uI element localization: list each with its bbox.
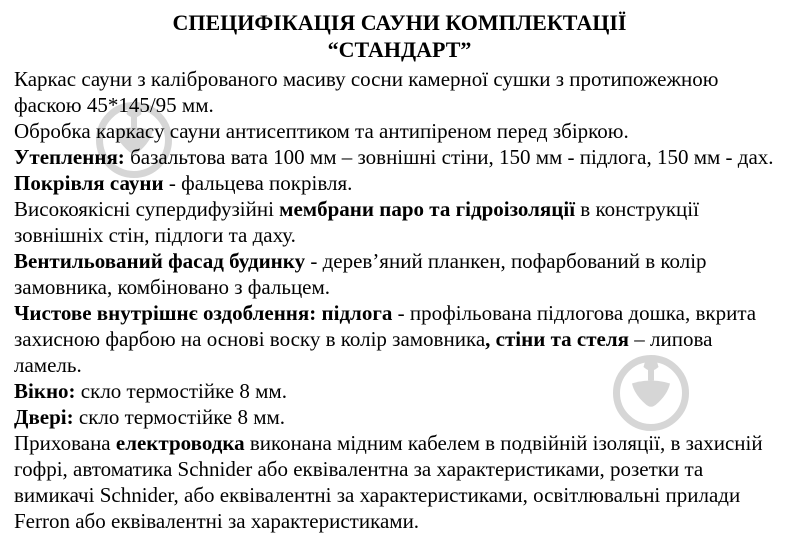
document-title — [14, 9, 785, 63]
text-run: виконана мідним кабелем в подвійній ізоляції, в захисній гофрі, автоматика Schnider або еквівалентна за характеристиками, розетки та вимикачі Schnider, або еквівалентні за характеристиками, освітлювальні прилади Ferron або еквівалентні за характеристиками. — [14, 431, 763, 533]
bold-text-run: електроводка — [115, 431, 245, 455]
text-run: базальтова вата 100 мм – зовнішні стіни, 150 мм - підлога, 150 мм - дах. — [124, 145, 774, 169]
paragraph — [14, 66, 785, 118]
bold-text-run: Утеплення: — [14, 145, 125, 169]
text-run: - профільована підлогова дошка, вкрита захисною фарбою на основі воску в колір замовника — [14, 301, 757, 351]
text-run: - дерев’яний планкен, пофарбований в колір замовника, комбіновано з фальцем. — [14, 249, 707, 299]
document-body — [14, 66, 785, 534]
paragraph — [14, 196, 785, 248]
paragraph — [14, 144, 785, 170]
paragraph — [14, 378, 785, 404]
text-run: Каркас сауни з каліброваного масиву сосни камерної сушки з протипожежною фаскою 45*145/95 мм. — [14, 67, 719, 117]
text-run: – липова ламель. — [14, 327, 713, 377]
bold-text-run: Покрівля сауни — [14, 171, 164, 195]
bold-text-run: Вікно: — [14, 379, 76, 403]
paragraph — [14, 404, 785, 430]
title-line-1: СПЕЦИФІКАЦІЯ САУНИ КОМПЛЕКТАЦІЇ — [172, 10, 627, 35]
paragraph — [14, 118, 785, 144]
bold-text-run: , стіни та стеля — [485, 327, 630, 351]
bold-text-run: Чистове внутрішнє оздоблення: підлога — [14, 301, 393, 325]
bold-text-run: Вентильований фасад будинку — [14, 249, 306, 273]
paragraph — [14, 300, 785, 378]
bold-text-run: мембрани паро та гідроізоляції — [279, 197, 576, 221]
text-run: Високоякісні супердифузійні — [14, 197, 280, 221]
text-run: скло термостійке 8 мм. — [73, 405, 286, 429]
text-run: в конструкції зовнішніх стін, підлоги та даху. — [14, 197, 699, 247]
text-run: скло термостійке 8 мм. — [75, 379, 287, 403]
text-run: - фальцева покрівля. — [163, 171, 353, 195]
paragraph — [14, 430, 785, 534]
title-line-2: “СТАНДАРТ” — [327, 37, 472, 62]
paragraph — [14, 248, 785, 300]
text-run: Обробка каркасу сауни антисептиком та антипіреном перед збіркою. — [14, 119, 629, 143]
bold-text-run: Двері: — [14, 405, 74, 429]
paragraph — [14, 170, 785, 196]
text-run: Прихована — [14, 431, 116, 455]
